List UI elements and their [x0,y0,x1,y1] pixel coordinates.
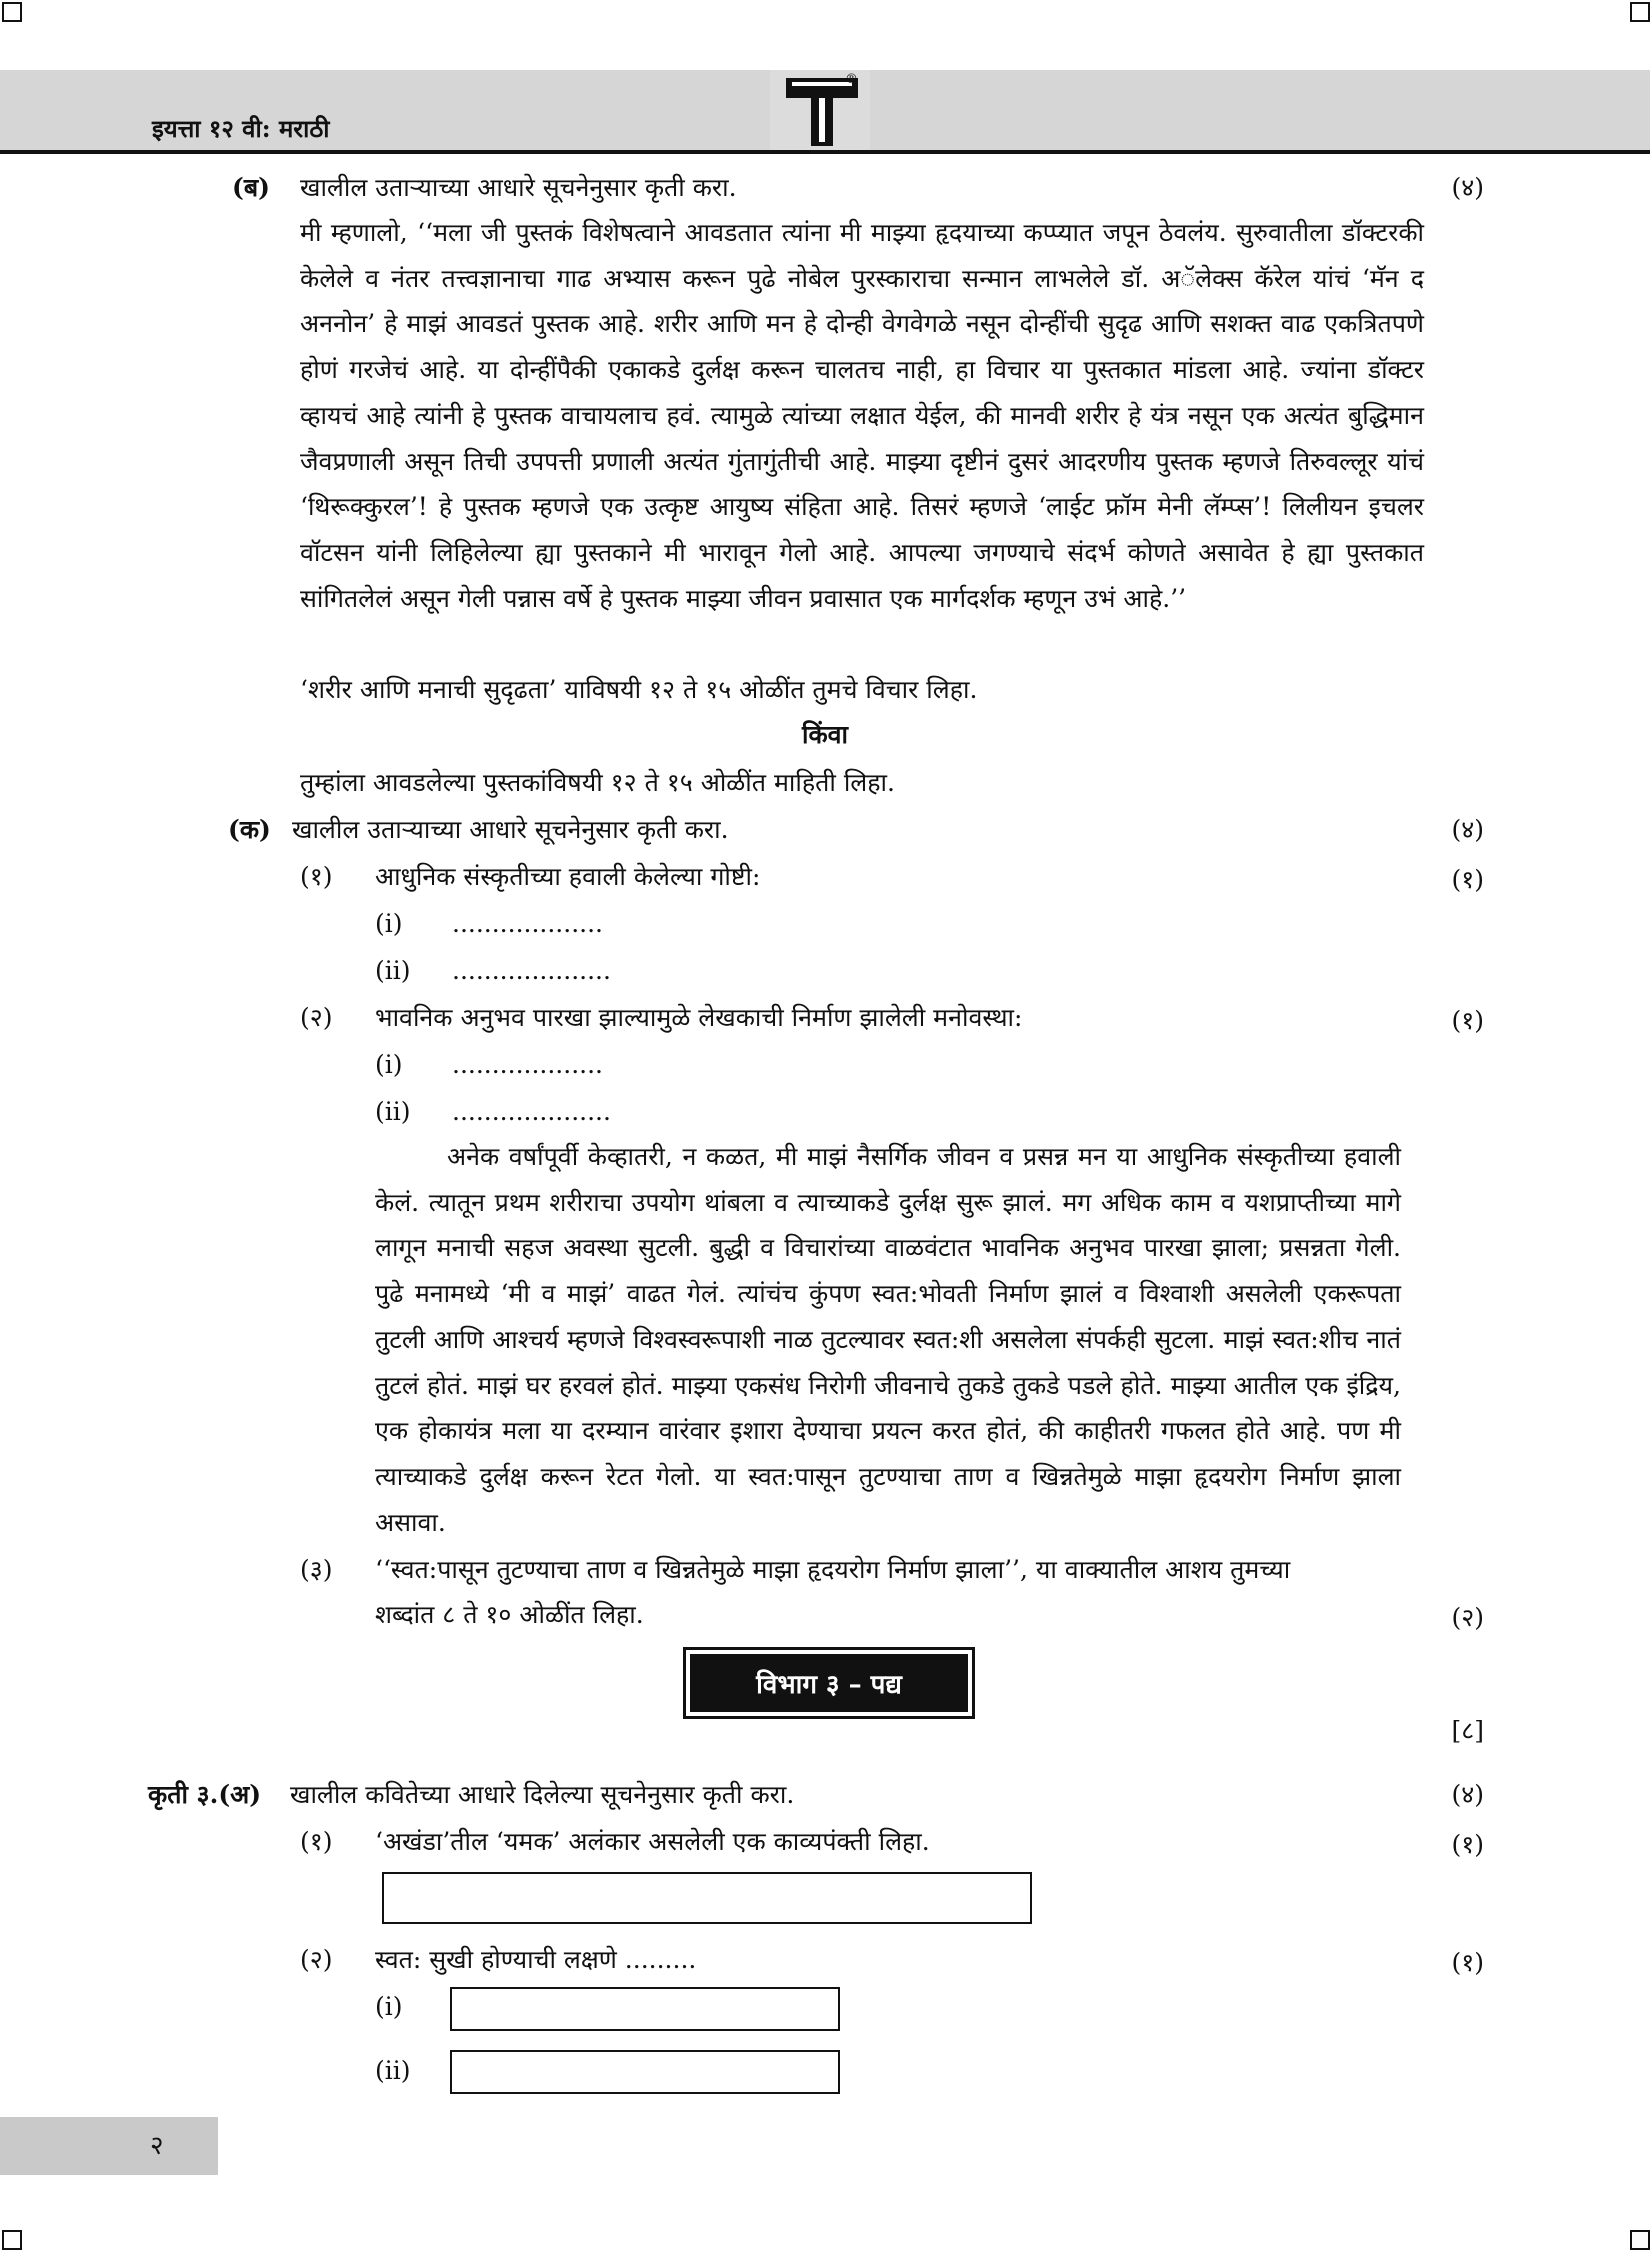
part-k-q2-opt1-label: (i) [375,1050,403,1079]
kruti-3-q2-answer-box-1[interactable] [450,1987,840,2031]
part-b-marks: (४) [1451,173,1484,202]
part-k-q3-number: (३) [300,1555,333,1584]
part-k-q1-opt1-label: (i) [375,909,403,938]
crop-mark-top-right [1630,2,1650,22]
part-k-marks: (४) [1451,815,1484,844]
part-k-q3-marks: (२) [1451,1603,1484,1632]
part-k-label: (क) [228,815,271,844]
crop-mark-bottom-right [1630,2230,1650,2250]
part-k-q2-marks: (१) [1451,1006,1484,1035]
part-b-instruction: खालील उताऱ्याच्या आधारे सूचनेनुसार कृती करा. [300,173,737,202]
kruti-3-q2-opt1-label: (i) [375,1992,403,2021]
part-k-q2-number: (२) [300,1003,333,1032]
part-k-q3-line1: ‘‘स्वत:पासून तुटण्याचा ताण व खिन्नतेमुळे माझा हृदयरोग निर्माण झाला’’, या वाक्यातील आशय तुमच्या [375,1555,1291,1584]
section-3-marks: [८] [1451,1716,1484,1745]
crop-mark-bottom-left [2,2230,22,2250]
part-b-task-alt: तुम्हांला आवडलेल्या पुस्तकांविषयी १२ ते १५ ओळींत माहिती लिहा. [300,768,895,797]
part-b-task: ‘शरीर आणि मनाची सुदृढता’ याविषयी १२ ते १५ ओळींत तुमचे विचार लिहा. [300,675,978,704]
part-k-q2-text: भावनिक अनुभव पारखा झाल्यामुळे लेखकाची निर्माण झालेली मनोवस्था: [375,1003,1023,1032]
part-k-q3-line2: शब्दांत ८ ते १० ओळींत लिहा. [375,1600,644,1629]
kruti-3-q1-answer-box[interactable] [382,1872,1032,1924]
header-rule [0,150,1650,154]
kruti-3-q2-marks: (१) [1451,1948,1484,1977]
kruti-3-q1-number: (१) [300,1827,333,1856]
header-title: इयत्ता १२ वी: मराठी [152,114,330,143]
page-number: २ [150,2131,164,2161]
part-k-q1-marks: (१) [1451,865,1484,894]
part-k-q1-number: (१) [300,862,333,891]
kruti-3-q1-text: ‘अखंडा’तील ‘यमक’ अलंकार असलेली एक काव्यपंक्ती लिहा. [375,1827,930,1856]
registered-mark: ® [845,72,858,87]
header-left-panel [0,70,770,150]
part-b-passage: मी म्हणालो, ‘‘मला जी पुस्तकं विशेषत्वाने आवडतात त्यांना मी माझ्या हृदयाच्या कप्प्यात जपून ठेवलंय. सुरुवातीला डॉक्टरकी केलेले व नंतर तत्त्वज्ञानाचा गाढ अभ्यास करून पुढे नोबेल पुरस्काराचा सन्मान लाभलेले डॉ. अॅलेक्स कॅरेल यांचं ‘मॅन द अननोन’ हे माझं आवडतं पुस्तक आहे. शरीर आणि मन हे दोन्ही वेगवेगळे नसून दोन्हींची सुदृढ आणि सशक्त वाढ एकत्रितपणे होणं गरजेचं आहे. या दोन्हींपैकी एकाकडे दुर्लक्ष करून चालतच नाही, हा विचार या पुस्तकात मांडला आहे. ज्यांना डॉक्टर व्हायचं आहे त्यांनी हे पुस्तक वाचायलाच हवं. त्यामुळे त्यांच्या लक्षात येईल, की मानवी शरीर हे यंत्र नसून एक अत्यंत बुद्धिमान जैवप्रणाली असून तिची उपपत्ती प्रणाली अत्यंत गुंतागुंतीची आहे. माझ्या दृष्टीनं दुसरं आदरणीय पुस्तक म्हणजे तिरुवल्लूर यांचं ‘थिरूक्कुरल’! हे पुस्तक म्हणजे एक उत्कृष्ट आयुष्य संहिता आहे. तिसरं म्हणजे ‘लाईट फ्रॉम मेनी लॅम्प्स’! लिलीयन इचलर वॉटसन यांनी लिहिलेल्या ह्या पुस्तकाने मी भारावून गेलो आहे. आपल्या जगण्याचे संदर्भ कोणते असावेत हे ह्या पुस्तकात सांगितलेलं असून गेली पन्नास वर्षे हे पुस्तक माझ्या जीवन प्रवासात एक मार्गदर्शक म्हणून उभं आहे.’’ [300,218,1424,613]
header-right-panel [870,70,1650,150]
kruti-3-label: कृती ३.(अ) [148,1780,262,1809]
kruti-3-instruction: खालील कवितेच्या आधारे दिलेल्या सूचनेनुसार कृती करा. [290,1780,795,1809]
part-k-q1-opt2-blank: .................... [452,956,611,985]
part-k-q2-opt2-label: (ii) [375,1097,411,1126]
part-k-q2-opt1-blank: ................... [452,1050,603,1079]
part-k-instruction: खालील उताऱ्याच्या आधारे सूचनेनुसार कृती करा. [292,815,729,844]
part-b-label: (ब) [232,173,270,202]
kruti-3-marks: (४) [1451,1780,1484,1809]
footer-page-tab [0,2117,218,2175]
part-b-or: किंवा [801,720,849,749]
part-k-passage: अनेक वर्षांपूर्वी केव्हातरी, न कळत, मी माझं नैसर्गिक जीवन व प्रसन्न मन या आधुनिक संस्कृतीच्या हवाली केलं. त्यातून प्रथम शरीराचा उपयोग थांबला व त्याच्याकडे दुर्लक्ष सुरू झालं. मग अधिक काम व यशप्राप्तीच्या मागे लागून मनाची सहज अवस्था सुटली. बुद्धी व विचारांच्या वाळवंटात भावनिक अनुभव पारखा झाला; प्रसन्नता गेली. पुढे मनामध्ये ‘मी व माझं’ वाढत गेलं. त्यांचंच कुंपण स्वत:भोवती निर्माण झालं व विश्वाशी असलेली एकरूपता तुटली आणि आश्चर्य म्हणजे विश्वस्वरूपाशी नाळ तुटल्यावर स्वत:शी असलेला संपर्कही सुटला. माझं स्वत:शीच नातं तुटलं होतं. माझं घर हरवलं होतं. माझ्या एकसंध निरोगी जीवनाचे तुकडे तुकडे पडले होते. माझ्या आतील एक इंद्रिय, एक होकायंत्र मला या दरम्यान वारंवार इशारा देण्याचा प्रयत्न करत होतं, की काहीतरी गफलत होते आहे. पण मी त्याच्याकडे दुर्लक्ष करून रेटत गेलो. या स्वत:पासून तुटण्याचा ताण व खिन्नतेमुळे माझा हृदयरोग निर्माण झाला असावा. [375,1142,1401,1537]
section-3-heading: विभाग ३ – पद्य [690,1654,968,1712]
part-k-q1-opt1-blank: ................... [452,909,603,938]
crop-mark-top-left [2,2,22,22]
part-k-q1-opt2-label: (ii) [375,956,411,985]
kruti-3-q2-answer-box-2[interactable] [450,2050,840,2094]
kruti-3-q1-marks: (१) [1451,1830,1484,1859]
part-k-q2-opt2-blank: .................... [452,1097,611,1126]
kruti-3-q2-text: स्वत: सुखी होण्याची लक्षणे ......... [375,1945,697,1974]
kruti-3-q2-number: (२) [300,1945,333,1974]
part-k-q1-text: आधुनिक संस्कृतीच्या हवाली केलेल्या गोष्टी: [375,862,761,891]
kruti-3-q2-opt2-label: (ii) [375,2056,411,2085]
